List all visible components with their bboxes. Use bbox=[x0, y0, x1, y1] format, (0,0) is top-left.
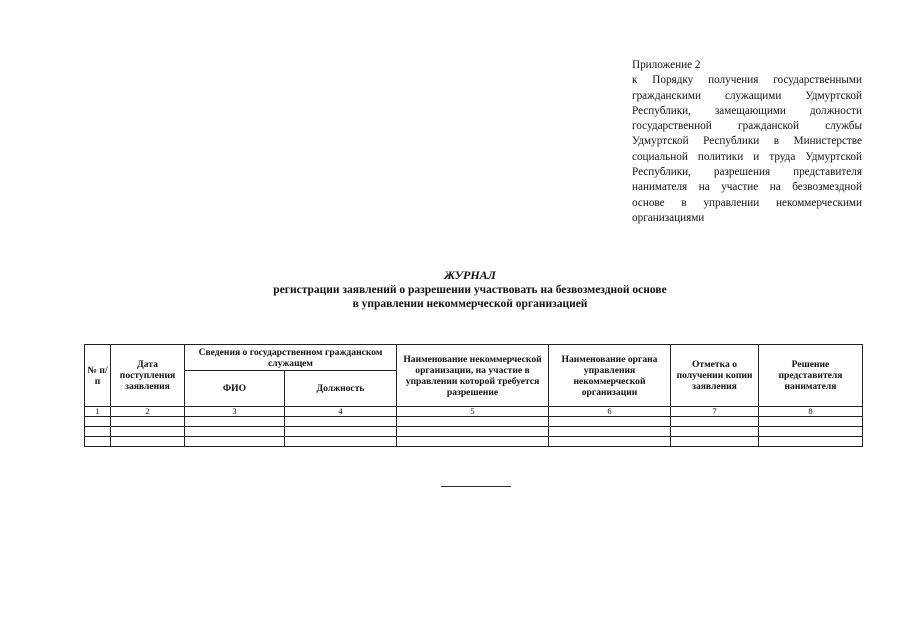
journal-subtitle-line-1: регистрации заявлений о разрешении участвовать на безвозмездной основе bbox=[273, 284, 667, 296]
appendix-body: к Порядку получения государственными гражданскими служащими Удмуртской Республики, замещающими должности государственной гражданской службы Удмуртской Республики в Министерстве социальной политики и труда Удмуртской Республики, разрешения представителя нанимателя на участие на безвозмездной основе в управлении некоммерческими организациями bbox=[632, 74, 862, 224]
header-num: № п/п bbox=[85, 345, 111, 407]
journal-subtitle-line-2: в управлении некоммерческой организацией bbox=[352, 298, 588, 310]
table-cell bbox=[285, 427, 397, 437]
table-cell bbox=[759, 417, 863, 427]
table-cell bbox=[85, 437, 111, 447]
table-cell bbox=[671, 417, 759, 427]
header-fio: ФИО bbox=[185, 371, 285, 407]
column-number: 2 bbox=[111, 407, 185, 417]
table-cell bbox=[549, 417, 671, 427]
column-number: 4 bbox=[285, 407, 397, 417]
table-row bbox=[85, 417, 863, 427]
header-position: Должность bbox=[285, 371, 397, 407]
header-servant-info: Сведения о государственном гражданском служащем bbox=[185, 345, 397, 371]
header-org-name: Наименование некоммерческой организации, на участие в управлении которой требуется разрешение bbox=[397, 345, 549, 407]
table-cell bbox=[85, 427, 111, 437]
header-decision: Решение представителя нанимателя bbox=[759, 345, 863, 407]
table-cell bbox=[285, 437, 397, 447]
column-number: 6 bbox=[549, 407, 671, 417]
table-row bbox=[85, 437, 863, 447]
table-cell bbox=[759, 427, 863, 437]
table-cell bbox=[111, 427, 185, 437]
journal-title: ЖУРНАЛ bbox=[444, 268, 496, 282]
table-cell bbox=[185, 427, 285, 437]
header-copy-mark: Отметка о получении копии заявления bbox=[671, 345, 759, 407]
table-cell bbox=[397, 437, 549, 447]
table-cell bbox=[111, 417, 185, 427]
column-number: 5 bbox=[397, 407, 549, 417]
column-number: 8 bbox=[759, 407, 863, 417]
table-cell bbox=[285, 417, 397, 427]
table-cell bbox=[759, 437, 863, 447]
table-cell bbox=[671, 427, 759, 437]
table-cell bbox=[397, 417, 549, 427]
table-row bbox=[85, 427, 863, 437]
table-cell bbox=[111, 437, 185, 447]
table-cell bbox=[85, 417, 111, 427]
table-cell bbox=[397, 427, 549, 437]
table-cell bbox=[671, 437, 759, 447]
journal-heading bbox=[230, 268, 710, 311]
column-number: 7 bbox=[671, 407, 759, 417]
column-number: 1 bbox=[85, 407, 111, 417]
column-number: 3 bbox=[185, 407, 285, 417]
table-cell bbox=[185, 417, 285, 427]
registration-journal-table bbox=[84, 344, 863, 447]
column-number-row bbox=[85, 407, 863, 417]
footer-divider bbox=[441, 486, 511, 487]
appendix-block bbox=[632, 58, 862, 226]
appendix-title: Приложение 2 bbox=[632, 59, 701, 71]
header-date: Дата поступления заявления bbox=[111, 345, 185, 407]
table-cell bbox=[549, 427, 671, 437]
header-body-name: Наименование органа управления некоммерческой организации bbox=[549, 345, 671, 407]
table-cell bbox=[185, 437, 285, 447]
table-cell bbox=[549, 437, 671, 447]
